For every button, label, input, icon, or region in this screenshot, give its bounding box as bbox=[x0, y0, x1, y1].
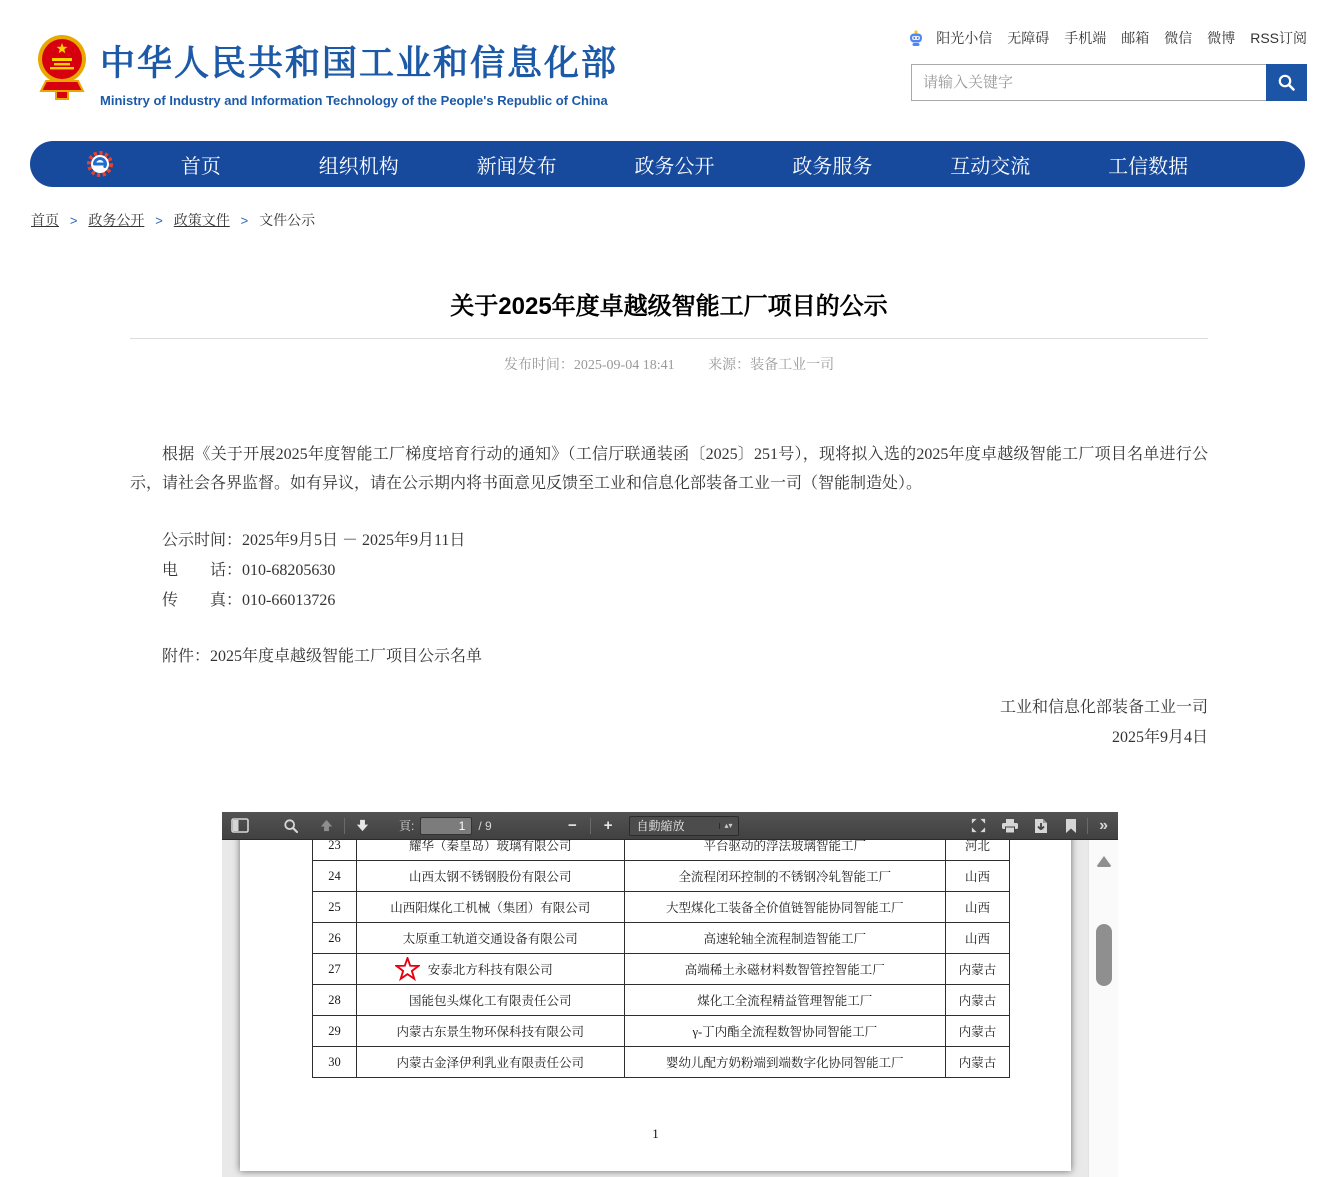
pdf-viewer bbox=[222, 812, 1118, 1177]
row-no: 27 bbox=[313, 954, 357, 985]
sign-date: 2025年9月4日 bbox=[1111, 729, 1208, 746]
row-no: 25 bbox=[313, 892, 357, 923]
nav-item-data[interactable]: 工信数据 bbox=[1108, 155, 1189, 178]
pdf-content-area bbox=[222, 840, 1118, 1177]
fax-line: 传 真：010-66013726 bbox=[162, 592, 336, 609]
project-cell: 全流程闭环控制的不锈钢冷轧智能工厂 bbox=[624, 861, 945, 892]
company-cell: 国能包头煤化工有限责任公司 bbox=[356, 985, 624, 1016]
page-label: 頁: bbox=[399, 819, 415, 833]
article bbox=[130, 286, 1208, 786]
company-cell: 太原重工轨道交通设备有限公司 bbox=[356, 923, 624, 954]
pdf-toolbar bbox=[222, 812, 1118, 840]
zoom-select-value: 自動縮放 bbox=[636, 819, 685, 833]
star-annotation-icon bbox=[395, 957, 420, 982]
table-row bbox=[313, 1047, 1010, 1078]
quick-link-rss[interactable]: RSS订阅 bbox=[1250, 30, 1307, 46]
quick-links bbox=[907, 28, 1307, 48]
region-cell: 内蒙古 bbox=[946, 985, 1010, 1016]
zoom-in-icon[interactable]: + bbox=[603, 817, 613, 834]
national-emblem-icon bbox=[36, 31, 88, 101]
print-icon[interactable] bbox=[998, 816, 1022, 836]
main-nav bbox=[30, 141, 1305, 187]
page-number-input[interactable] bbox=[420, 817, 472, 835]
download-icon[interactable] bbox=[1030, 816, 1052, 836]
quick-link-sunshine[interactable]: 阳光小信 bbox=[936, 30, 993, 46]
sidebar-toggle-icon[interactable] bbox=[228, 816, 252, 835]
select-arrows-icon: ▴▾ bbox=[719, 823, 738, 829]
region-cell: 山西 bbox=[946, 892, 1010, 923]
nav-item-home[interactable]: 首页 bbox=[180, 155, 221, 178]
table-row bbox=[313, 985, 1010, 1016]
toolbar-separator bbox=[344, 818, 345, 834]
search-button[interactable] bbox=[1266, 64, 1307, 101]
region-cell: 山西 bbox=[946, 923, 1010, 954]
breadcrumb-home[interactable]: 首页 bbox=[31, 212, 59, 228]
project-cell: 煤化工全流程精益管理智能工厂 bbox=[624, 985, 945, 1016]
publish-time: 发布时间：2025-09-04 18:41 bbox=[503, 358, 675, 373]
signer: 工业和信息化部装备工业一司 bbox=[999, 699, 1208, 716]
row-no: 30 bbox=[313, 1047, 357, 1078]
gear-logo-icon bbox=[86, 150, 114, 178]
breadcrumb bbox=[31, 210, 315, 230]
quick-link-accessibility[interactable]: 无障碍 bbox=[1007, 30, 1050, 46]
scrollbar-thumb[interactable] bbox=[1096, 924, 1112, 986]
quick-link-mobile[interactable]: 手机端 bbox=[1064, 30, 1107, 46]
project-cell: γ-丁内酯全流程数智协同智能工厂 bbox=[624, 1016, 945, 1047]
nav-item-news[interactable]: 新闻发布 bbox=[476, 155, 557, 178]
page-title: 关于2025年度卓越级智能工厂项目的公示 bbox=[450, 293, 888, 320]
zoom-controls bbox=[562, 816, 739, 836]
contact-info bbox=[130, 526, 1208, 616]
nav-item-gov-affairs[interactable]: 政务公开 bbox=[634, 155, 715, 178]
table-row-starred bbox=[313, 954, 1010, 985]
table-row bbox=[313, 892, 1010, 923]
project-cell: 平台驱动的浮法玻璃智能工厂 bbox=[624, 840, 945, 861]
site-title-en: Ministry of Industry and Information Technology of the People's Republic of China bbox=[100, 93, 608, 108]
company-cell: 内蒙古金泽伊利乳业有限责任公司 bbox=[356, 1047, 624, 1078]
toolbar-right-tools bbox=[967, 815, 1112, 836]
region-cell: 河北 bbox=[946, 840, 1010, 861]
region-cell: 山西 bbox=[946, 861, 1010, 892]
nav-items bbox=[122, 141, 1227, 187]
row-no: 23 bbox=[313, 840, 357, 861]
row-no: 24 bbox=[313, 861, 357, 892]
project-table bbox=[312, 840, 1010, 1078]
breadcrumb-current: 文件公示 bbox=[259, 212, 316, 228]
project-cell: 婴幼儿配方奶粉端到端数字化协同智能工厂 bbox=[624, 1047, 945, 1078]
region-cell: 内蒙古 bbox=[946, 1016, 1010, 1047]
title-divider bbox=[130, 338, 1208, 339]
bookmark-icon[interactable] bbox=[1062, 816, 1080, 836]
search-icon bbox=[1277, 73, 1296, 92]
site-title-zh: 中华人民共和国工业和信息化部 bbox=[100, 44, 619, 83]
page-total: / 9 bbox=[478, 818, 492, 833]
toolbar-separator bbox=[590, 818, 591, 834]
row-no: 29 bbox=[313, 1016, 357, 1047]
quick-link-mail[interactable]: 邮箱 bbox=[1121, 30, 1150, 46]
mascot-icon bbox=[907, 29, 925, 47]
company-name: 安泰北方科技有限公司 bbox=[427, 963, 553, 977]
breadcrumb-separator: > bbox=[155, 213, 163, 228]
region-cell: 内蒙古 bbox=[946, 1047, 1010, 1078]
pdf-page bbox=[240, 840, 1071, 1171]
quick-link-weibo[interactable]: 微博 bbox=[1207, 30, 1236, 46]
table-row bbox=[313, 1016, 1010, 1047]
page-up-icon[interactable] bbox=[316, 816, 337, 835]
breadcrumb-separator: > bbox=[240, 213, 249, 228]
zoom-select[interactable] bbox=[629, 816, 739, 836]
presentation-mode-icon[interactable] bbox=[967, 815, 990, 836]
attachment-line: 附件：2025年度卓越级智能工厂项目公示名单 bbox=[162, 648, 483, 665]
row-no: 28 bbox=[313, 985, 357, 1016]
scroll-up-icon[interactable] bbox=[1096, 856, 1112, 867]
publicity-period: 公示时间：2025年9月5日 － 2025年9月11日 bbox=[162, 532, 466, 549]
region-cell: 内蒙古 bbox=[946, 954, 1010, 985]
table-row bbox=[313, 861, 1010, 892]
pdf-scrollbar[interactable] bbox=[1088, 840, 1118, 1177]
company-cell: 山西阳煤化工机械（集团）有限公司 bbox=[356, 892, 624, 923]
nav-item-interaction[interactable]: 互动交流 bbox=[950, 155, 1031, 178]
table-row bbox=[313, 923, 1010, 954]
breadcrumb-gov-affairs[interactable]: 政务公开 bbox=[88, 212, 145, 228]
article-source: 来源：装备工业一司 bbox=[708, 358, 835, 373]
site-title bbox=[100, 36, 618, 108]
breadcrumb-policy-files[interactable]: 政策文件 bbox=[173, 212, 230, 228]
search-input[interactable] bbox=[912, 65, 1266, 100]
more-tools-icon[interactable]: » bbox=[1099, 816, 1108, 834]
pdf-page-number: 1 bbox=[652, 1126, 659, 1141]
search-bar bbox=[911, 64, 1307, 101]
project-cell: 高速轮轴全流程制造智能工厂 bbox=[624, 923, 945, 954]
page-down-icon[interactable] bbox=[352, 816, 373, 835]
company-cell: 耀华（秦皇岛）玻璃有限公司 bbox=[356, 840, 624, 861]
company-cell bbox=[356, 954, 624, 985]
row-no: 26 bbox=[313, 923, 357, 954]
article-meta bbox=[130, 354, 1208, 374]
nav-item-gov-services[interactable]: 政务服务 bbox=[792, 155, 873, 178]
article-paragraph: 根据《关于开展2025年度智能工厂梯度培育行动的通知》（工信厅联通装函〔2025〕251号），现将拟入选的2025年度卓越级智能工厂项目名单进行公示，请社会各界监督。如有异议，请在公示期内将书面意见反馈至工业和信息化部装备工业一司（智能制造处）。 bbox=[130, 446, 1208, 492]
find-icon[interactable] bbox=[280, 816, 302, 836]
company-cell: 内蒙古东景生物环保科技有限公司 bbox=[356, 1016, 624, 1047]
phone-line: 电 话：010-68205630 bbox=[162, 562, 336, 579]
zoom-out-icon[interactable]: − bbox=[568, 817, 577, 834]
toolbar-separator bbox=[1087, 818, 1088, 834]
project-cell: 大型煤化工装备全价值链智能协同智能工厂 bbox=[624, 892, 945, 923]
nav-item-organization[interactable]: 组织机构 bbox=[318, 155, 399, 178]
company-cell: 山西太钢不锈钢股份有限公司 bbox=[356, 861, 624, 892]
quick-link-wechat[interactable]: 微信 bbox=[1164, 30, 1193, 46]
breadcrumb-separator: > bbox=[69, 213, 78, 228]
project-cell: 高端稀土永磁材料数智管控智能工厂 bbox=[624, 954, 945, 985]
table-row bbox=[313, 840, 1010, 861]
